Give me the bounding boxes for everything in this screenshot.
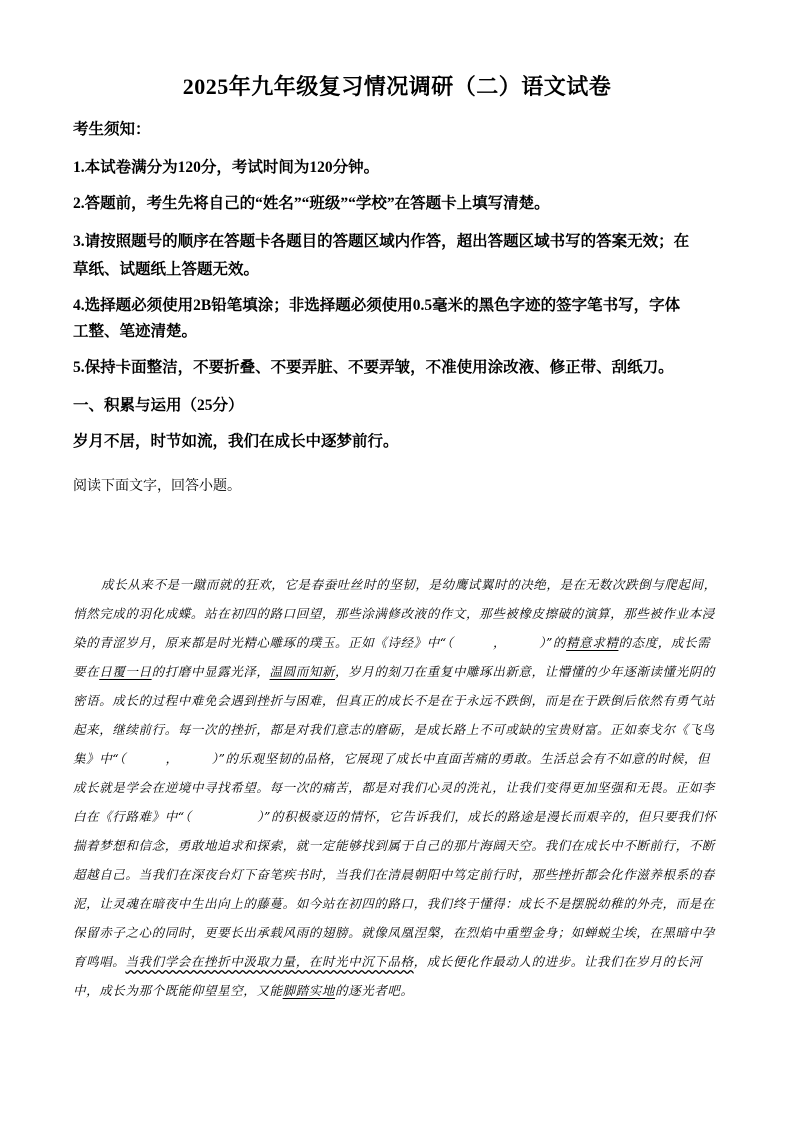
underlined-word-2: 日覆一日 [99,664,152,679]
theme-line: 岁月不居，时节如流，我们在成长中逐梦前行。 [73,433,399,450]
underlined-word-3: 温圆而知新 [269,664,336,679]
page-title: 2025年九年级复习情况调研（二）语文试卷 [182,74,612,99]
notice-item-4: 4.选择题必须使用2B铅笔填涂；非选择题必须使用0.5毫米的黑色字迹的签字笔书写，字体 [73,297,681,314]
notice-item-5: 5.保持卡面整洁，不要折叠、不要弄脏、不要弄皱，不准使用涂改液、修正带、刮纸刀。 [73,359,674,376]
passage-text-1: 成长从来不是一蹴而就的狂欢，它是春蚕吐丝时的坚韧，是幼鹰试翼时的决绝，是在无数次跌倒与爬起间，悄然完成的羽化成蝶。站在初四的路口回望，那些涂满修改液的作文，那些被橡皮擦破的演算，那些被作业本浸染的青涩岁月，原来都是时光精心雕琢的璞玉。正如《诗经》中“（ ， ）”的 [73,577,717,650]
notice-item-1: 1.本试卷满分为120分，考试时间为120分钟。 [73,159,380,176]
wavy-underlined-sentence: 当我们学会在挫折中汲取力量，在时光中沉下品格 [125,954,414,969]
notice-item-3: 3.请按照题号的顺序在答题卡各题目的答题区域内作答，超出答题区域书写的答案无效；在 [73,233,690,250]
passage-text-3: 的打磨中显露光泽， [151,664,270,679]
passage-text-4: ，岁月的刻刀在重复中雕琢出新意，让懵懂的少年逐渐读懂光阴的密语。成长的过程中难免会遇到挫折与困难，但真正的成长不是在于永远不跌倒，而是在于跌倒后依然有勇气站起来，继续前行。每一次的挫折，都是对我们意志的磨砺，是成长路上不可或缺的宝贵财富。正如泰戈尔《飞鸟集》中“（ ， ）”的乐观坚韧的品格，它展现了成长中直面苦痛的勇敢。生活总会有不如意的时候，但成长就是学会在逆境中寻找希望。每一次的痛苦，都是对我们心灵的洗礼，让我们变得更加坚强和无畏。正如李白在《行路难》中“（ ）”的积极豪迈的情怀，它告诉我们，成长的路途是漫长而艰辛的，但只要我们怀揣着梦想和信念，勇敢地追求和探索，就一定能够找到属于自己的那片海阔天空。我们在成长中不断前行，不断超越自己。当我们在深夜台灯下奋笔疾书时，当我们在清晨朝阳中笃定前行时，那些挫折都会化作滋养根系的春泥，让灵魂在暗夜中生出向上的藤蔓。如今站在初四的路口，我们终于懂得：成长不是摆脱幼稚的外壳，而是在保留赤子之心的同时，更要长出承载风雨的翅膀。就像凤凰涅槃，在烈焰中重塑金身；如蝉蜕尘埃，在黑暗中孕育鸣唱。 [73,664,717,969]
passage-text-5: ，成长便化作最动人的进步。让我们在岁月的长河中，成长为那个既能仰望星空，又能 [73,954,702,998]
underlined-word-1: 精意求精 [566,635,619,650]
reading-passage [73,570,723,1005]
underlined-word-5: 脚踏实地 [282,983,336,998]
notice-item-3-cont: 草纸、试题纸上答题无效。 [73,261,260,278]
notice-item-4-cont: 工整、笔迹清楚。 [73,323,198,340]
notice-item-2: 2.答题前，考生先将自己的“姓名”“班级”“学校”在答题卡上填写清楚。 [73,195,550,212]
notice-heading: 考生须知： [73,121,151,138]
reading-instruction: 阅读下面文字，回答小题。 [73,478,241,494]
passage-text-2: 的态度，成长需要在 [73,635,711,679]
section-heading: 一、积累与运用（25分） [73,397,244,414]
passage-text-6: 的逐光者吧。 [335,983,414,998]
